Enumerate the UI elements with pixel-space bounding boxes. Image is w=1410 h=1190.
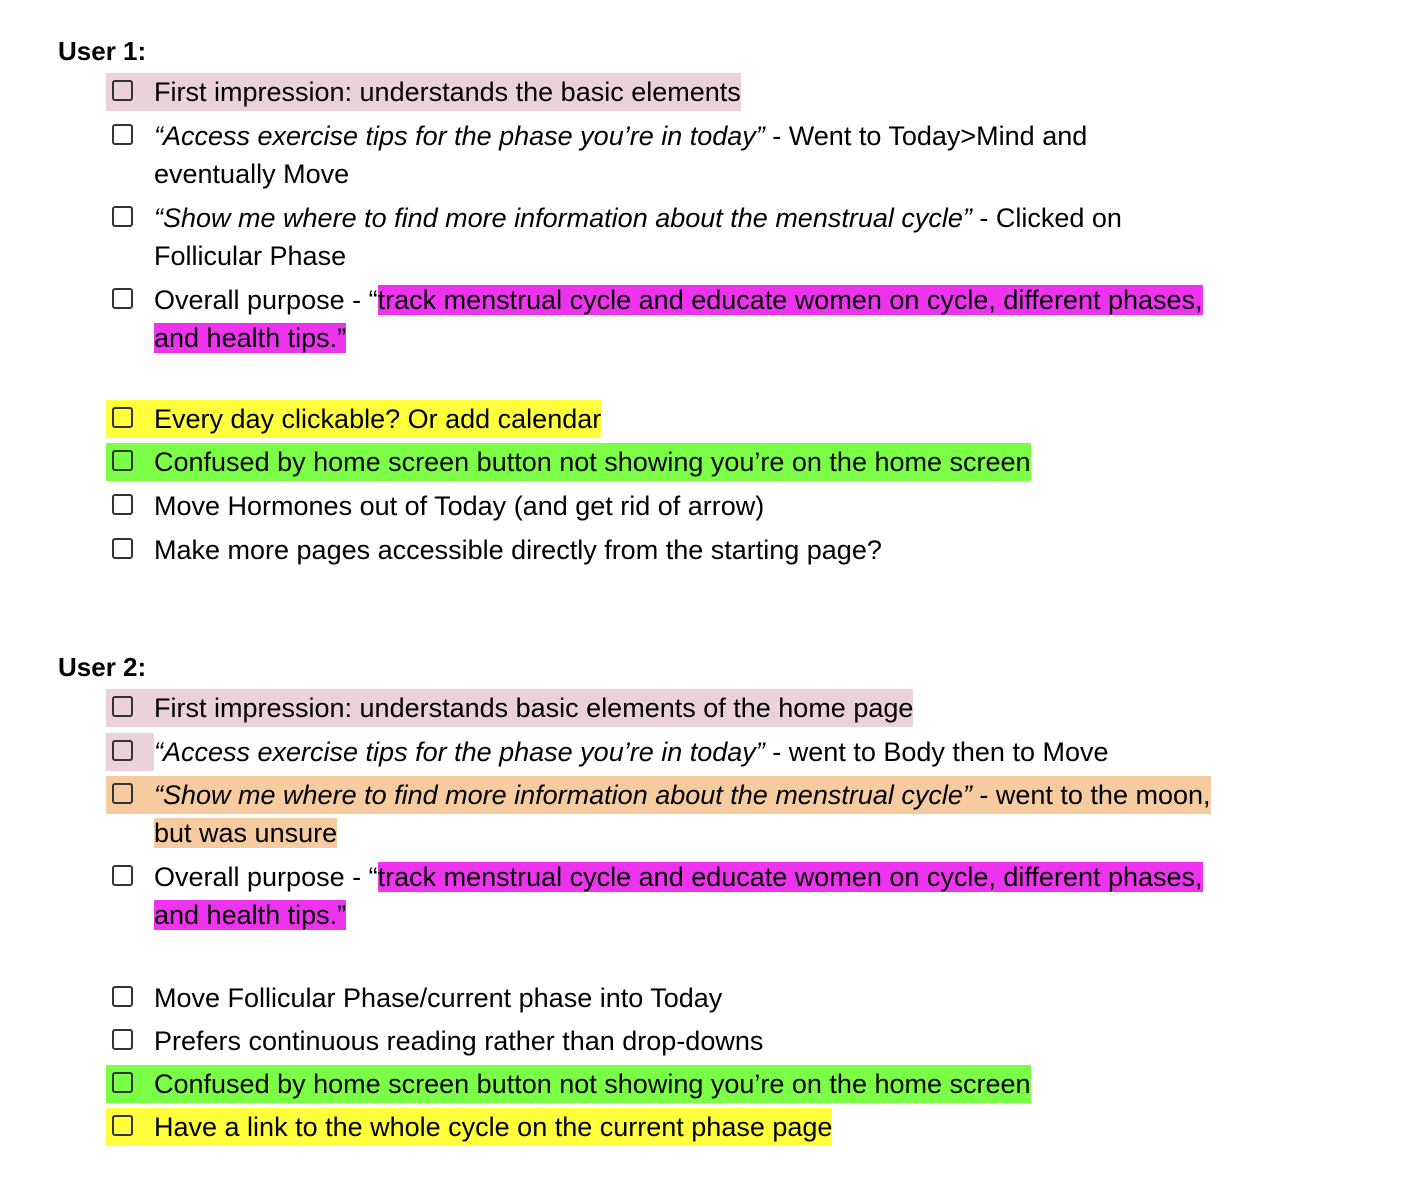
checkbox[interactable] bbox=[112, 206, 133, 227]
observation: - Went to Today>Mind and bbox=[764, 121, 1088, 151]
checkbox[interactable] bbox=[112, 288, 133, 309]
checkbox[interactable] bbox=[112, 986, 133, 1007]
item-text-continued: eventually Move bbox=[154, 159, 350, 189]
checkbox[interactable] bbox=[112, 740, 133, 761]
checkbox[interactable] bbox=[112, 407, 133, 428]
checkbox[interactable] bbox=[112, 538, 133, 559]
task-quote: “Access exercise tips for the phase you’re in today” bbox=[154, 121, 765, 151]
item-text: Prefers continuous reading rather than drop-downs bbox=[154, 1026, 764, 1056]
item-text bbox=[154, 281, 1203, 319]
item-text bbox=[154, 117, 1087, 155]
item-text bbox=[154, 733, 1108, 771]
highlight bbox=[106, 400, 601, 438]
highlight bbox=[106, 689, 913, 727]
highlight bbox=[106, 776, 1211, 814]
checkbox[interactable] bbox=[112, 696, 133, 717]
observation: - went to the moon, bbox=[971, 780, 1211, 810]
item-text-continued bbox=[154, 814, 337, 852]
task-quote: “Access exercise tips for the phase you’re in today” bbox=[154, 737, 765, 767]
task-quote: “Show me where to find more information about the menstrual cycle” bbox=[154, 780, 972, 810]
item-text-continued bbox=[154, 319, 346, 357]
checkbox[interactable] bbox=[112, 494, 133, 515]
highlight bbox=[106, 1065, 1031, 1103]
item-text: Confused by home screen button not showing you’re on the home screen bbox=[154, 447, 1031, 477]
task-quote: “Show me where to find more information about the menstrual cycle” bbox=[154, 203, 972, 233]
item-text: Move Hormones out of Today (and get rid of arrow) bbox=[154, 491, 765, 521]
item-text: Confused by home screen button not showing you’re on the home screen bbox=[154, 1069, 1031, 1099]
highlight bbox=[106, 443, 1031, 481]
checkbox[interactable] bbox=[112, 450, 133, 471]
highlight bbox=[106, 73, 741, 111]
checkbox[interactable] bbox=[112, 1029, 133, 1050]
item-text: First impression: understands the basic elements bbox=[154, 77, 741, 107]
user-1-heading: User 1: bbox=[58, 36, 147, 66]
item-label: Overall purpose - “ bbox=[154, 285, 378, 315]
observation: - went to Body then to Move bbox=[764, 737, 1109, 767]
checkbox[interactable] bbox=[112, 783, 133, 804]
item-text: Move Follicular Phase/current phase into Today bbox=[154, 983, 723, 1013]
item-text: First impression: understands basic elements of the home page bbox=[154, 693, 914, 723]
item-text bbox=[154, 199, 1122, 237]
highlighted-quote: track menstrual cycle and educate women on cycle, different phases, bbox=[377, 285, 1203, 315]
item-text: Make more pages accessible directly from the starting page? bbox=[154, 535, 882, 565]
highlighted-quote: and health tips.” bbox=[154, 900, 347, 930]
item-label: Overall purpose - “ bbox=[154, 862, 378, 892]
checkbox[interactable] bbox=[112, 1072, 133, 1093]
highlight bbox=[106, 1108, 832, 1146]
highlighted-quote: track menstrual cycle and educate women on cycle, different phases, bbox=[377, 862, 1203, 892]
checkbox[interactable] bbox=[112, 124, 133, 145]
item-text-continued: Follicular Phase bbox=[154, 241, 347, 271]
item-text-continued bbox=[154, 896, 346, 934]
item-text bbox=[154, 858, 1203, 896]
item-text: Have a link to the whole cycle on the current phase page bbox=[154, 1112, 833, 1142]
checkbox[interactable] bbox=[112, 1115, 133, 1136]
checkbox[interactable] bbox=[112, 865, 133, 886]
highlighted-text: but was unsure bbox=[154, 818, 338, 848]
user-2-heading: User 2: bbox=[58, 652, 147, 682]
highlighted-quote: and health tips.” bbox=[154, 323, 347, 353]
checkbox[interactable] bbox=[112, 80, 133, 101]
item-text: Every day clickable? Or add calendar bbox=[154, 404, 602, 434]
observation: - Clicked on bbox=[971, 203, 1122, 233]
